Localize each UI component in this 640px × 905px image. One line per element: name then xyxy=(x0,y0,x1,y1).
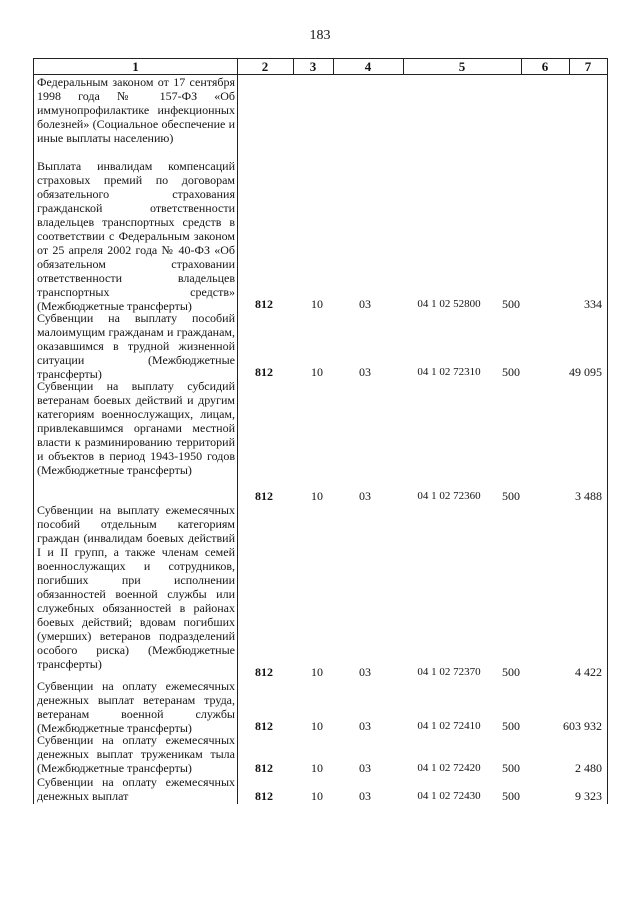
row-subsection-code: 03 xyxy=(359,789,371,803)
row-target-code: 04 1 02 72310 xyxy=(417,366,481,378)
row-target-code: 04 1 02 72410 xyxy=(417,720,481,732)
row-subsection-code: 03 xyxy=(359,365,371,379)
row-description: Субвенции на оплату ежемесячных денежных выплат xyxy=(37,775,235,803)
row-description: Субвенции на выплату ежемесячных пособий отдельным категориям граждан (инвалидам боевых действий I и II групп, а также членам семей военнослужащих и сотрудников, погибших при исполнении обязанностей военной службы или служебных обязанностей в районах боевых действий; вдовам погибших (умерших) ветеранов подразделений особого риска) (Межбюджетные трансферты) xyxy=(37,503,235,671)
row-description: Федеральным законом от 17 сентября 1998 года № 157-ФЗ «Об иммунопрофилактике инфекционных болезней» (Социальное обеспечение и иные выплаты населению) xyxy=(37,75,235,145)
row-section-code: 10 xyxy=(311,761,323,775)
row-ministry-code: 812 xyxy=(255,761,273,775)
row-expense-type: 500 xyxy=(502,365,520,379)
header-col-3: 3 xyxy=(309,59,317,74)
row-amount: 4 422 xyxy=(575,665,602,679)
row-ministry-code: 812 xyxy=(255,489,273,503)
row-section-code: 10 xyxy=(311,789,323,803)
row-ministry-code: 812 xyxy=(255,789,273,803)
row-subsection-code: 03 xyxy=(359,761,371,775)
row-subsection-code: 03 xyxy=(359,719,371,733)
column-divider xyxy=(333,59,334,74)
row-section-code: 10 xyxy=(311,665,323,679)
row-expense-type: 500 xyxy=(502,665,520,679)
row-subsection-code: 03 xyxy=(359,297,371,311)
row-ministry-code: 812 xyxy=(255,719,273,733)
row-description: Субвенции на выплату пособий малоимущим гражданам и гражданам, оказавшимся в трудной жизненной ситуации (Межбюджетные трансферты) xyxy=(37,311,235,381)
row-section-code: 10 xyxy=(311,365,323,379)
row-target-code: 04 1 02 72360 xyxy=(417,490,481,502)
column-divider xyxy=(521,59,522,74)
header-col-7: 7 xyxy=(584,59,592,74)
header-col-1: 1 xyxy=(132,59,139,74)
row-description: Субвенции на оплату ежемесячных денежных выплат труженикам тыла (Межбюджетные трансферты) xyxy=(37,733,235,775)
row-expense-type: 500 xyxy=(502,789,520,803)
row-expense-type: 500 xyxy=(502,297,520,311)
row-description: Субвенции на выплату субсидий ветеранам боевых действий и другим категориям военнослужащих, лицам, привлекавшимся органами местной власти к разминированию территорий и объектов в период 1943-1950 годов (Межбюджетные трансферты) xyxy=(37,379,235,477)
row-amount: 334 xyxy=(584,297,602,311)
row-target-code: 04 1 02 72430 xyxy=(417,790,481,802)
column-divider xyxy=(569,59,570,74)
row-ministry-code: 812 xyxy=(255,297,273,311)
row-target-code: 04 1 02 52800 xyxy=(417,298,481,310)
row-subsection-code: 03 xyxy=(359,665,371,679)
header-col-4: 4 xyxy=(364,59,372,74)
page-number: 183 xyxy=(309,28,331,43)
row-section-code: 10 xyxy=(311,489,323,503)
budget-table xyxy=(33,58,608,804)
row-section-code: 10 xyxy=(311,297,323,311)
row-expense-type: 500 xyxy=(502,761,520,775)
row-amount: 9 323 xyxy=(575,789,602,803)
row-target-code: 04 1 02 72370 xyxy=(417,666,481,678)
column-divider xyxy=(403,59,404,74)
column-divider xyxy=(237,59,238,804)
header-col-6: 6 xyxy=(541,59,549,74)
row-amount: 2 480 xyxy=(575,761,602,775)
row-subsection-code: 03 xyxy=(359,489,371,503)
header-col-5: 5 xyxy=(458,59,466,74)
row-description: Субвенции на оплату ежемесячных денежных выплат ветеранам труда, ветеранам военной службы (Межбюджетные трансферты) xyxy=(37,679,235,735)
row-section-code: 10 xyxy=(311,719,323,733)
header-col-2: 2 xyxy=(261,59,269,74)
row-amount: 603 932 xyxy=(563,719,602,733)
row-expense-type: 500 xyxy=(502,489,520,503)
row-ministry-code: 812 xyxy=(255,665,273,679)
row-description: Выплата инвалидам компенсаций страховых премий по договорам обязательного страхования гражданской ответственности владельцев транспортных средств в соответствии с Федеральным законом от 25 апреля 2002 года № 40-ФЗ «Об обязательном страховании ответственности владельцев транспортных средств» (Межбюджетные трансферты) xyxy=(37,159,235,313)
row-expense-type: 500 xyxy=(502,719,520,733)
row-amount: 49 095 xyxy=(569,365,602,379)
column-divider xyxy=(293,59,294,74)
row-target-code: 04 1 02 72420 xyxy=(417,762,481,774)
row-ministry-code: 812 xyxy=(255,365,273,379)
row-amount: 3 488 xyxy=(575,489,602,503)
